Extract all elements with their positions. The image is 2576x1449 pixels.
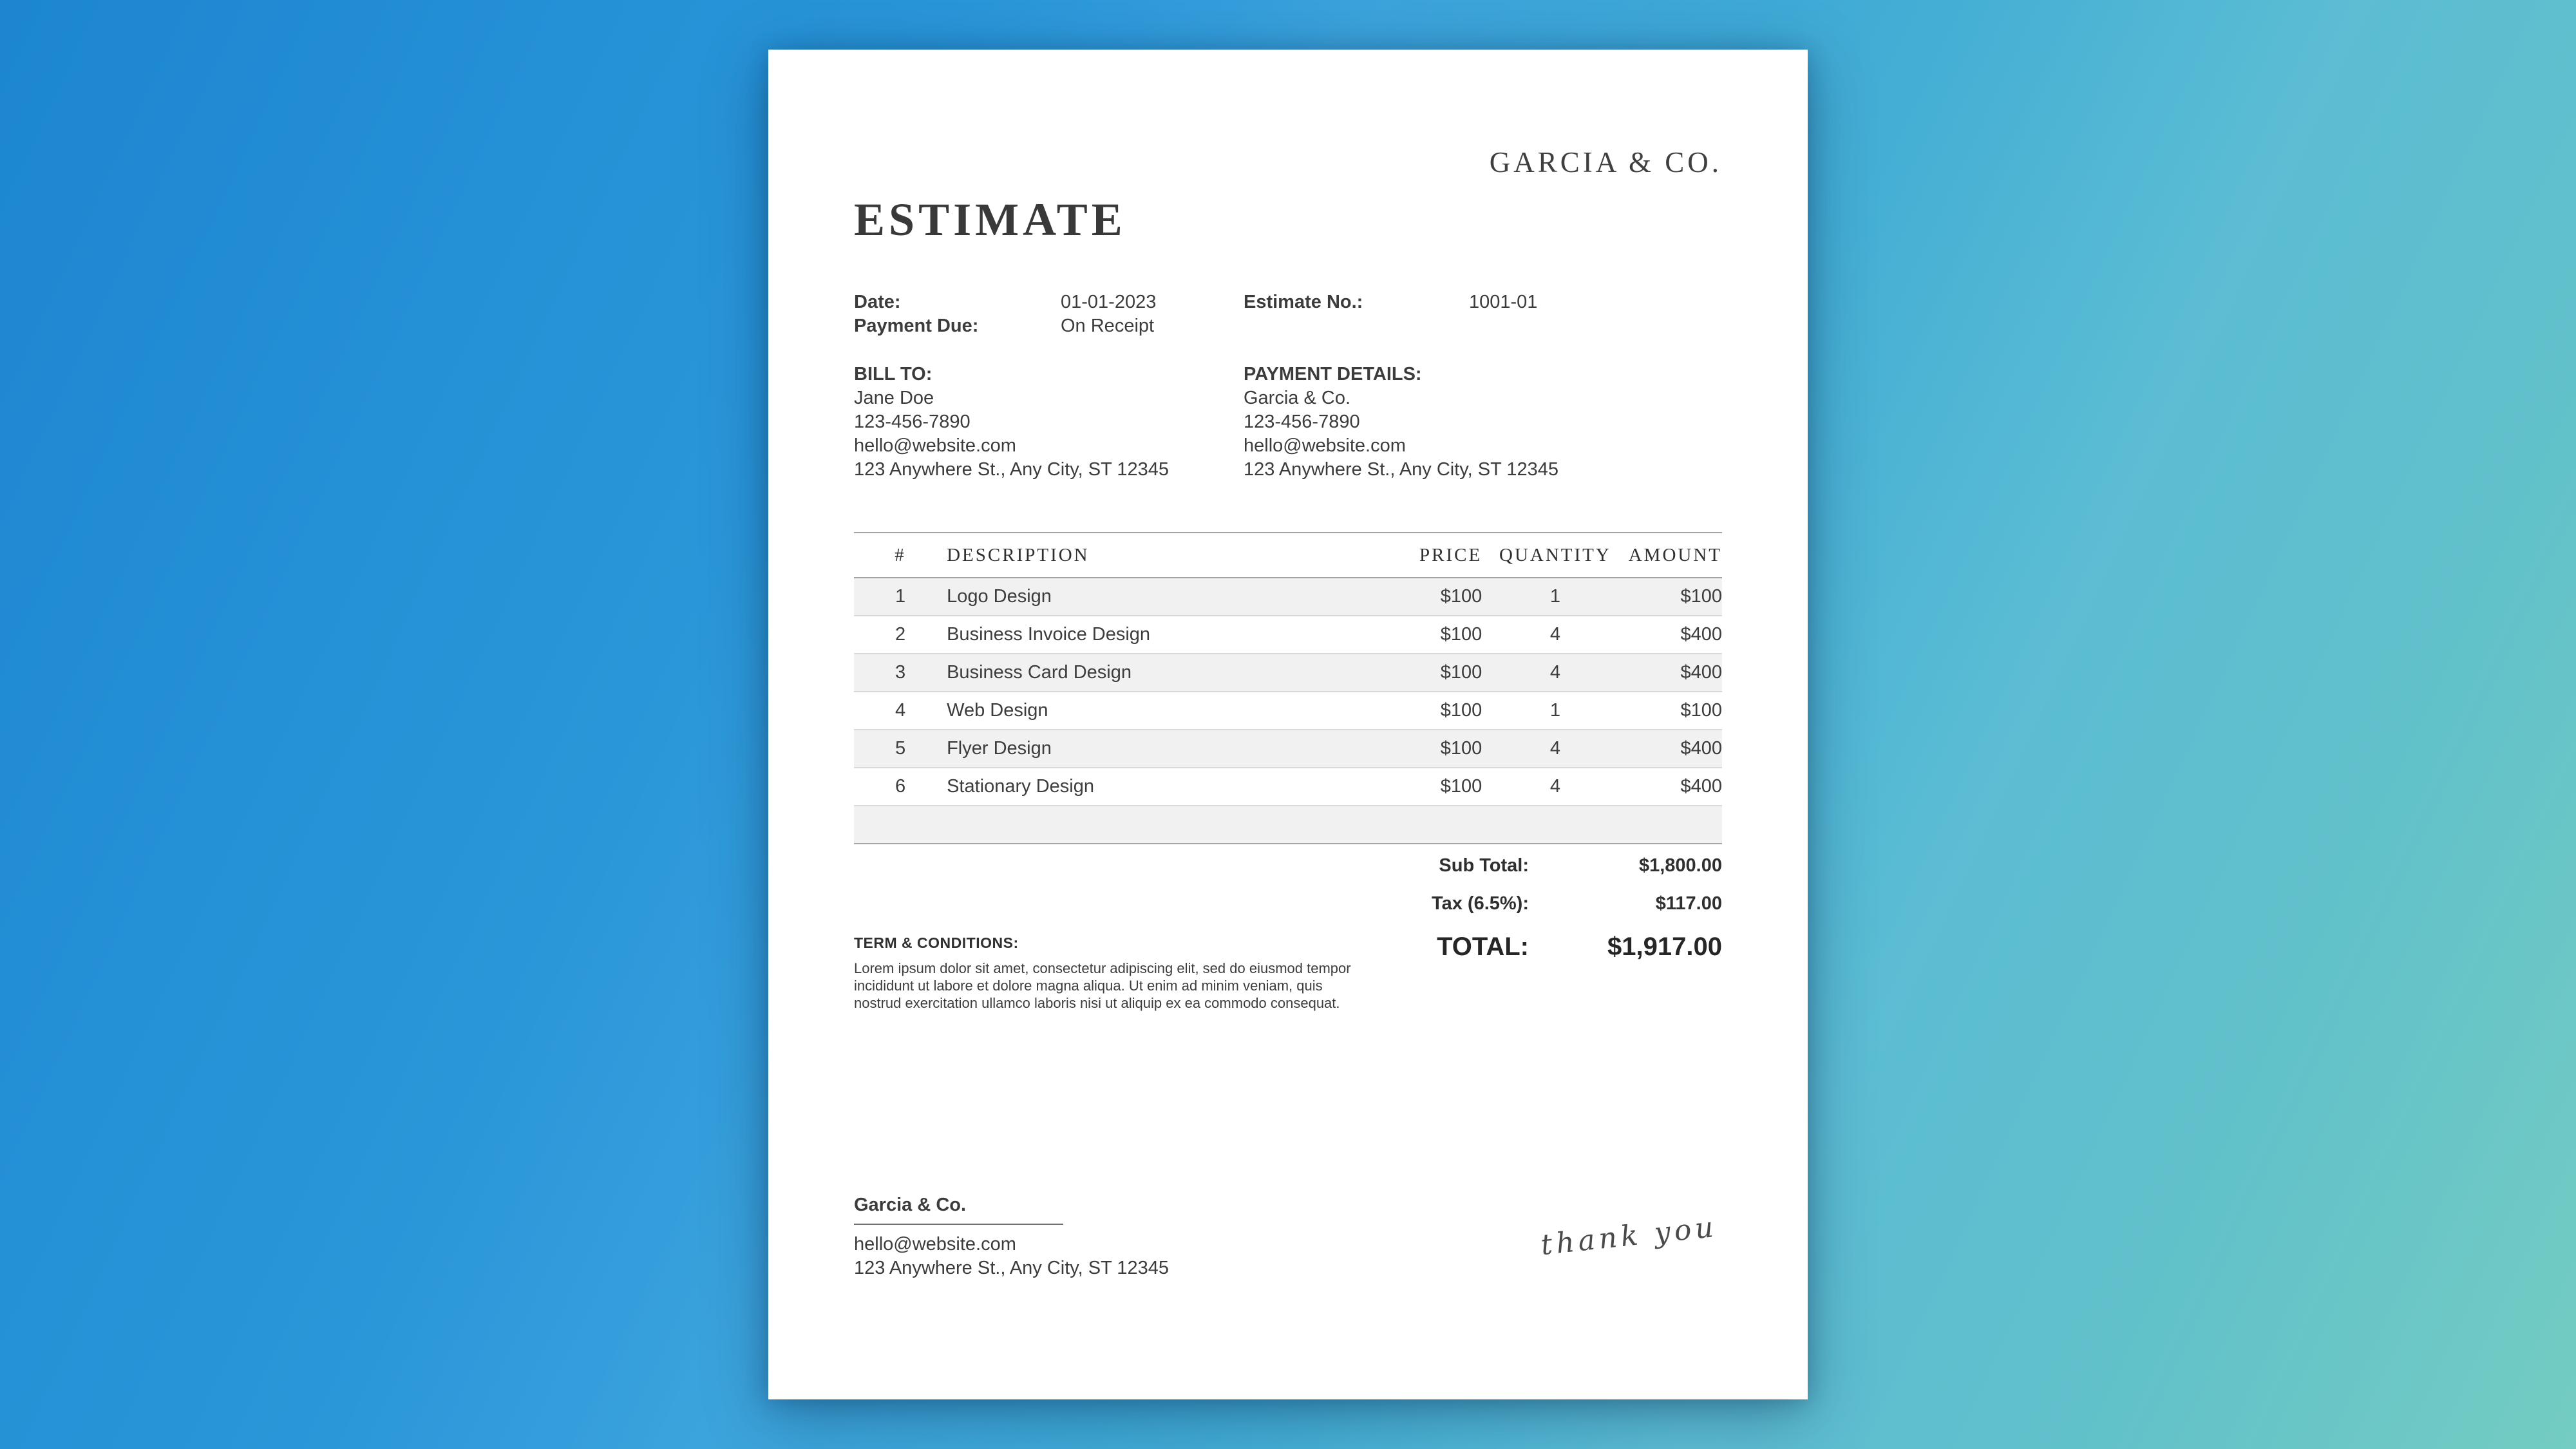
cell-number: 6 (854, 768, 947, 806)
cell-number: 4 (854, 692, 947, 730)
cell-description: Business Invoice Design (947, 616, 1298, 654)
cell-number: 1 (854, 578, 947, 616)
address-section (854, 363, 1722, 482)
payment-due-row (854, 314, 1244, 338)
payment-due-value: On Receipt (1061, 316, 1155, 336)
payment-details-phone: 123-456-7890 (1244, 412, 1360, 432)
cell-description: Flyer Design (947, 730, 1298, 768)
cell-description: Business Card Design (947, 654, 1298, 692)
subtotal-label: Sub Total: (1439, 855, 1529, 876)
cell-number: 3 (854, 654, 947, 692)
column-header-amount: AMOUNT (1629, 533, 1722, 578)
empty-cell (854, 806, 1722, 844)
cell-price: $100 (1298, 730, 1482, 768)
cell-quantity: 4 (1482, 730, 1628, 768)
subtotal-value: $1,800.00 (1638, 855, 1722, 876)
footer-divider (854, 1224, 1063, 1225)
meta-left-column (854, 290, 1244, 338)
date-label: Date: (854, 292, 901, 312)
cell-quantity: 4 (1482, 616, 1628, 654)
meta-right-column (1244, 290, 1722, 338)
tax-value: $117.00 (1655, 893, 1722, 914)
estimate-no-label: Estimate No.: (1244, 292, 1363, 312)
cell-price: $100 (1298, 654, 1482, 692)
table-row-empty (854, 806, 1722, 844)
estimate-document-page (768, 50, 1808, 1399)
payment-details-block (1244, 363, 1722, 482)
cell-quantity: 4 (1482, 768, 1628, 806)
document-title: ESTIMATE (854, 194, 1126, 245)
cell-amount: $400 (1629, 616, 1722, 654)
totals-block (1387, 847, 1722, 971)
table-row (854, 616, 1722, 654)
payment-details-name: Garcia & Co. (1244, 388, 1350, 408)
cell-price: $100 (1298, 692, 1482, 730)
bill-to-address: 123 Anywhere St., Any City, ST 12345 (854, 459, 1169, 480)
cell-quantity: 4 (1482, 654, 1628, 692)
total-label: TOTAL: (1437, 932, 1529, 961)
cell-price: $100 (1298, 616, 1482, 654)
cell-amount: $100 (1629, 692, 1722, 730)
footer-company-name: Garcia & Co. (854, 1195, 967, 1215)
cell-price: $100 (1298, 768, 1482, 806)
column-header-number: # (854, 533, 947, 578)
summary-section (854, 844, 1722, 1012)
thank-you-signature: thank you (1539, 1210, 1719, 1262)
terms-block (854, 934, 1353, 1012)
cell-amount: $100 (1629, 578, 1722, 616)
column-header-description: DESCRIPTION (947, 533, 1298, 578)
table-row (854, 578, 1722, 616)
table-row (854, 730, 1722, 768)
table-row (854, 654, 1722, 692)
total-value: $1,917.00 (1607, 932, 1722, 961)
cell-quantity: 1 (1482, 692, 1628, 730)
footer-block (854, 1193, 1169, 1280)
column-header-price: PRICE (1298, 533, 1482, 578)
estimate-no-value: 1001-01 (1469, 292, 1538, 312)
cell-description: Logo Design (947, 578, 1298, 616)
cell-amount: $400 (1629, 654, 1722, 692)
cell-number: 2 (854, 616, 947, 654)
payment-details-address: 123 Anywhere St., Any City, ST 12345 (1244, 459, 1558, 480)
subtotal-row (1387, 847, 1722, 885)
cell-amount: $400 (1629, 768, 1722, 806)
payment-details-email: hello@website.com (1244, 435, 1406, 456)
footer-email: hello@website.com (854, 1234, 1016, 1255)
estimate-no-row (1244, 290, 1722, 314)
footer-address: 123 Anywhere St., Any City, ST 12345 (854, 1258, 1169, 1278)
total-row (1387, 923, 1722, 971)
cell-quantity: 1 (1482, 578, 1628, 616)
table-row (854, 768, 1722, 806)
cell-description: Web Design (947, 692, 1298, 730)
bill-to-label: BILL TO: (854, 364, 933, 384)
terms-label: TERM & CONDITIONS: (854, 934, 1019, 951)
table-row (854, 692, 1722, 730)
bill-to-phone: 123-456-7890 (854, 412, 971, 432)
bill-to-email: hello@website.com (854, 435, 1016, 456)
date-value: 01-01-2023 (1061, 292, 1157, 312)
tax-row (1387, 885, 1722, 923)
cell-amount: $400 (1629, 730, 1722, 768)
cell-number: 5 (854, 730, 947, 768)
line-items-table (854, 532, 1722, 844)
bill-to-name: Jane Doe (854, 388, 934, 408)
date-row (854, 290, 1244, 314)
bill-to-block (854, 363, 1244, 482)
cell-price: $100 (1298, 578, 1482, 616)
table-header-row (854, 533, 1722, 578)
payment-details-label: PAYMENT DETAILS: (1244, 364, 1422, 384)
terms-text: Lorem ipsum dolor sit amet, consectetur adipiscing elit, sed do eiusmod tempor incididunt ut labore et dolore magna aliqua. Ut enim ad minim veniam, quis nostrud exercitation ullamco laboris nisi ut aliquip ex ea commodo consequat. (854, 960, 1351, 1011)
cell-description: Stationary Design (947, 768, 1298, 806)
column-header-quantity: QUANTITY (1482, 533, 1628, 578)
document-meta (854, 290, 1722, 338)
company-brand-text: GARCIA & CO. (1489, 146, 1722, 178)
tax-label: Tax (6.5%): (1432, 893, 1529, 914)
payment-due-label: Payment Due: (854, 316, 979, 336)
